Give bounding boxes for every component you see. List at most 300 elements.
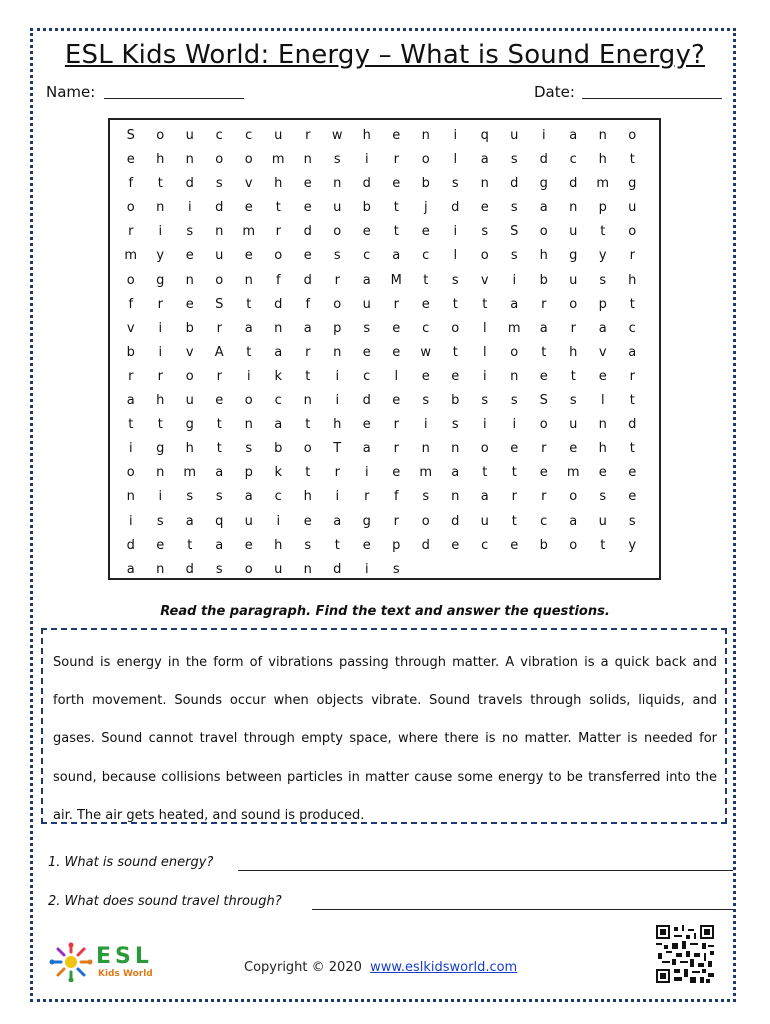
- grid-letter[interactable]: S: [539, 393, 548, 409]
- grid-letter[interactable]: e: [185, 248, 194, 264]
- grid-letter[interactable]: h: [274, 176, 283, 192]
- grid-letter[interactable]: a: [480, 152, 489, 168]
- grid-letter[interactable]: n: [480, 176, 489, 192]
- grid-letter[interactable]: o: [539, 224, 548, 240]
- grid-letter[interactable]: n: [156, 561, 165, 577]
- grid-letter[interactable]: i: [364, 561, 369, 577]
- grid-letter[interactable]: n: [569, 200, 578, 216]
- grid-letter[interactable]: o: [628, 128, 637, 143]
- grid-letter[interactable]: u: [274, 128, 283, 143]
- grid-letter[interactable]: n: [510, 368, 519, 384]
- grid-letter[interactable]: i: [482, 417, 487, 433]
- grid-letter[interactable]: S: [126, 128, 135, 143]
- grid-letter[interactable]: a: [628, 344, 637, 360]
- grid-letter[interactable]: n: [215, 224, 224, 240]
- grid-letter[interactable]: A: [214, 344, 224, 360]
- grid-letter[interactable]: e: [303, 200, 312, 216]
- grid-letter[interactable]: r: [541, 296, 547, 312]
- grid-letter[interactable]: s: [569, 393, 577, 409]
- grid-letter[interactable]: u: [185, 393, 194, 409]
- grid-letter[interactable]: i: [482, 368, 487, 384]
- name-field-line[interactable]: [104, 98, 244, 99]
- grid-letter[interactable]: l: [453, 152, 458, 168]
- grid-letter[interactable]: n: [244, 417, 253, 433]
- grid-letter[interactable]: a: [333, 513, 342, 529]
- grid-letter[interactable]: o: [274, 248, 283, 264]
- grid-letter[interactable]: c: [422, 320, 430, 336]
- grid-letter[interactable]: m: [242, 224, 256, 240]
- grid-letter[interactable]: d: [126, 537, 135, 553]
- grid-letter[interactable]: t: [452, 296, 458, 312]
- grid-letter[interactable]: d: [274, 296, 283, 312]
- grid-letter[interactable]: t: [305, 417, 311, 433]
- grid-letter[interactable]: a: [274, 417, 283, 433]
- grid-letter[interactable]: u: [510, 128, 519, 143]
- grid-letter[interactable]: S: [510, 224, 519, 240]
- grid-letter[interactable]: m: [124, 248, 138, 264]
- grid-letter[interactable]: i: [453, 224, 458, 240]
- grid-letter[interactable]: d: [539, 152, 548, 168]
- grid-letter[interactable]: c: [215, 128, 223, 143]
- grid-letter[interactable]: h: [303, 489, 312, 505]
- grid-letter[interactable]: o: [451, 320, 460, 336]
- grid-letter[interactable]: o: [628, 224, 637, 240]
- grid-letter[interactable]: s: [156, 513, 164, 529]
- grid-letter[interactable]: t: [246, 296, 252, 312]
- grid-letter[interactable]: d: [185, 561, 194, 577]
- grid-letter[interactable]: r: [128, 224, 134, 240]
- grid-letter[interactable]: t: [187, 537, 193, 553]
- grid-letter[interactable]: i: [276, 513, 281, 529]
- grid-letter[interactable]: o: [333, 224, 342, 240]
- grid-letter[interactable]: i: [335, 393, 340, 409]
- grid-letter[interactable]: o: [126, 272, 135, 288]
- grid-letter[interactable]: t: [629, 393, 635, 409]
- grid-letter[interactable]: e: [392, 128, 401, 143]
- grid-letter[interactable]: h: [628, 272, 637, 288]
- grid-letter[interactable]: c: [245, 128, 253, 143]
- grid-letter[interactable]: s: [481, 393, 489, 409]
- grid-letter[interactable]: c: [481, 537, 489, 553]
- grid-letter[interactable]: d: [421, 537, 430, 553]
- grid-letter[interactable]: m: [271, 152, 285, 168]
- grid-letter[interactable]: s: [215, 561, 223, 577]
- grid-letter[interactable]: r: [541, 489, 547, 505]
- grid-letter[interactable]: u: [362, 296, 371, 312]
- grid-letter[interactable]: d: [303, 224, 312, 240]
- grid-letter[interactable]: e: [539, 368, 548, 384]
- grid-letter[interactable]: t: [423, 272, 429, 288]
- grid-letter[interactable]: g: [156, 272, 165, 288]
- grid-letter[interactable]: n: [126, 489, 135, 505]
- grid-letter[interactable]: s: [186, 489, 194, 505]
- grid-letter[interactable]: t: [305, 368, 311, 384]
- grid-letter[interactable]: s: [510, 393, 518, 409]
- grid-letter[interactable]: o: [215, 272, 224, 288]
- grid-letter[interactable]: r: [393, 513, 399, 529]
- grid-letter[interactable]: n: [421, 128, 430, 143]
- grid-letter[interactable]: m: [507, 320, 521, 336]
- grid-letter[interactable]: i: [512, 417, 517, 433]
- grid-letter[interactable]: u: [480, 513, 489, 529]
- website-link[interactable]: www.eslkidsworld.com: [370, 960, 518, 975]
- grid-letter[interactable]: r: [216, 368, 222, 384]
- grid-letter[interactable]: m: [419, 465, 433, 481]
- grid-letter[interactable]: l: [482, 344, 487, 360]
- grid-letter[interactable]: s: [510, 248, 518, 264]
- grid-letter[interactable]: e: [392, 393, 401, 409]
- grid-letter[interactable]: e: [362, 344, 371, 360]
- grid-letter[interactable]: u: [569, 272, 578, 288]
- answer-line-2[interactable]: [312, 909, 733, 910]
- grid-letter[interactable]: a: [539, 200, 548, 216]
- grid-letter[interactable]: t: [246, 344, 252, 360]
- grid-letter[interactable]: o: [569, 489, 578, 505]
- grid-letter[interactable]: g: [539, 176, 548, 192]
- grid-letter[interactable]: c: [274, 489, 282, 505]
- grid-letter[interactable]: n: [421, 441, 430, 457]
- grid-letter[interactable]: u: [274, 561, 283, 577]
- grid-letter[interactable]: n: [185, 152, 194, 168]
- grid-letter[interactable]: o: [215, 152, 224, 168]
- grid-letter[interactable]: h: [274, 537, 283, 553]
- grid-letter[interactable]: e: [451, 537, 460, 553]
- grid-letter[interactable]: m: [596, 176, 610, 192]
- grid-letter[interactable]: c: [363, 248, 371, 264]
- grid-letter[interactable]: e: [392, 465, 401, 481]
- grid-letter[interactable]: s: [628, 513, 636, 529]
- grid-letter[interactable]: a: [480, 489, 489, 505]
- grid-letter[interactable]: p: [392, 537, 401, 553]
- grid-letter[interactable]: d: [362, 393, 371, 409]
- grid-letter[interactable]: n: [598, 128, 607, 143]
- grid-letter[interactable]: i: [158, 320, 163, 336]
- grid-letter[interactable]: y: [156, 248, 165, 264]
- grid-letter[interactable]: i: [187, 200, 192, 216]
- grid-letter[interactable]: q: [480, 128, 489, 143]
- grid-letter[interactable]: s: [599, 489, 607, 505]
- grid-letter[interactable]: w: [331, 128, 343, 143]
- grid-letter[interactable]: t: [275, 200, 281, 216]
- grid-letter[interactable]: s: [363, 320, 371, 336]
- grid-letter[interactable]: d: [451, 513, 460, 529]
- grid-letter[interactable]: o: [303, 441, 312, 457]
- grid-letter[interactable]: a: [451, 465, 460, 481]
- grid-letter[interactable]: r: [157, 368, 163, 384]
- grid-letter[interactable]: i: [158, 224, 163, 240]
- grid-letter[interactable]: [470, 558, 500, 582]
- grid-letter[interactable]: r: [570, 320, 576, 336]
- grid-letter[interactable]: t: [305, 465, 311, 481]
- grid-letter[interactable]: k: [274, 465, 283, 481]
- grid-letter[interactable]: e: [392, 344, 401, 360]
- grid-letter[interactable]: S: [215, 296, 224, 312]
- grid-letter[interactable]: t: [629, 296, 635, 312]
- grid-letter[interactable]: a: [126, 561, 135, 577]
- grid-letter[interactable]: u: [569, 417, 578, 433]
- grid-letter[interactable]: j: [423, 200, 428, 216]
- grid-letter[interactable]: e: [421, 296, 430, 312]
- grid-letter[interactable]: e: [303, 513, 312, 529]
- grid-letter[interactable]: b: [185, 320, 194, 336]
- grid-letter[interactable]: d: [333, 561, 342, 577]
- grid-letter[interactable]: i: [335, 368, 340, 384]
- grid-letter[interactable]: b: [126, 344, 135, 360]
- grid-letter[interactable]: e: [392, 176, 401, 192]
- grid-letter[interactable]: e: [244, 537, 253, 553]
- grid-letter[interactable]: n: [451, 441, 460, 457]
- grid-letter[interactable]: h: [569, 344, 578, 360]
- grid-letter[interactable]: b: [274, 441, 283, 457]
- grid-letter[interactable]: d: [185, 176, 194, 192]
- grid-letter[interactable]: u: [244, 513, 253, 529]
- grid-letter[interactable]: m: [183, 465, 197, 481]
- grid-letter[interactable]: i: [335, 489, 340, 505]
- grid-letter[interactable]: a: [274, 344, 283, 360]
- grid-letter[interactable]: e: [244, 200, 253, 216]
- grid-letter[interactable]: o: [569, 296, 578, 312]
- grid-letter[interactable]: i: [128, 513, 133, 529]
- grid-letter[interactable]: a: [392, 248, 401, 264]
- grid-letter[interactable]: e: [421, 368, 430, 384]
- grid-letter[interactable]: e: [156, 537, 165, 553]
- grid-letter[interactable]: h: [185, 441, 194, 457]
- grid-letter[interactable]: r: [305, 128, 311, 143]
- grid-letter[interactable]: f: [275, 272, 281, 288]
- grid-letter[interactable]: l: [600, 393, 605, 409]
- grid-letter[interactable]: v: [598, 344, 607, 360]
- grid-letter[interactable]: a: [362, 272, 371, 288]
- grid-letter[interactable]: [441, 558, 471, 582]
- grid-letter[interactable]: t: [334, 537, 340, 553]
- grid-letter[interactable]: i: [512, 272, 517, 288]
- grid-letter[interactable]: c: [628, 320, 636, 336]
- grid-letter[interactable]: [500, 558, 530, 582]
- grid-letter[interactable]: e: [362, 537, 371, 553]
- grid-letter[interactable]: r: [157, 296, 163, 312]
- grid-letter[interactable]: d: [303, 272, 312, 288]
- grid-letter[interactable]: e: [421, 224, 430, 240]
- grid-letter[interactable]: p: [244, 465, 253, 481]
- grid-letter[interactable]: e: [362, 224, 371, 240]
- grid-letter[interactable]: r: [305, 344, 311, 360]
- grid-letter[interactable]: c: [569, 152, 577, 168]
- grid-letter[interactable]: r: [334, 465, 340, 481]
- grid-letter[interactable]: i: [423, 417, 428, 433]
- grid-letter[interactable]: r: [128, 368, 134, 384]
- grid-letter[interactable]: s: [451, 272, 459, 288]
- grid-letter[interactable]: h: [539, 248, 548, 264]
- grid-letter[interactable]: M: [390, 272, 402, 288]
- grid-letter[interactable]: [588, 558, 618, 582]
- grid-letter[interactable]: k: [274, 368, 283, 384]
- grid-letter[interactable]: g: [362, 513, 371, 529]
- grid-letter[interactable]: t: [157, 176, 163, 192]
- grid-letter[interactable]: o: [421, 513, 430, 529]
- grid-letter[interactable]: [411, 558, 441, 582]
- grid-letter[interactable]: [529, 558, 559, 582]
- grid-letter[interactable]: a: [126, 393, 135, 409]
- grid-letter[interactable]: r: [393, 441, 399, 457]
- grid-letter[interactable]: s: [333, 152, 341, 168]
- grid-letter[interactable]: s: [392, 561, 400, 577]
- grid-letter[interactable]: i: [364, 465, 369, 481]
- grid-letter[interactable]: v: [244, 176, 253, 192]
- grid-letter[interactable]: e: [598, 368, 607, 384]
- grid-letter[interactable]: n: [303, 393, 312, 409]
- grid-letter[interactable]: h: [156, 393, 165, 409]
- grid-letter[interactable]: t: [629, 152, 635, 168]
- grid-letter[interactable]: t: [393, 224, 399, 240]
- grid-letter[interactable]: e: [480, 200, 489, 216]
- grid-letter[interactable]: h: [156, 152, 165, 168]
- grid-letter[interactable]: r: [216, 320, 222, 336]
- grid-letter[interactable]: a: [244, 320, 253, 336]
- grid-letter[interactable]: o: [539, 417, 548, 433]
- grid-letter[interactable]: s: [304, 537, 312, 553]
- grid-letter[interactable]: t: [452, 344, 458, 360]
- grid-letter[interactable]: n: [451, 489, 460, 505]
- grid-letter[interactable]: n: [303, 152, 312, 168]
- grid-letter[interactable]: e: [244, 248, 253, 264]
- grid-letter[interactable]: b: [421, 176, 430, 192]
- grid-letter[interactable]: o: [185, 368, 194, 384]
- grid-letter[interactable]: e: [215, 393, 224, 409]
- grid-letter[interactable]: e: [628, 489, 637, 505]
- answer-line-1[interactable]: [238, 870, 733, 871]
- grid-letter[interactable]: o: [510, 344, 519, 360]
- grid-letter[interactable]: c: [363, 368, 371, 384]
- grid-letter[interactable]: h: [598, 441, 607, 457]
- grid-letter[interactable]: e: [303, 176, 312, 192]
- grid-letter[interactable]: n: [156, 465, 165, 481]
- grid-letter[interactable]: e: [569, 441, 578, 457]
- grid-letter[interactable]: u: [185, 128, 194, 143]
- grid-letter[interactable]: t: [629, 441, 635, 457]
- grid-letter[interactable]: o: [244, 561, 253, 577]
- grid-letter[interactable]: e: [362, 417, 371, 433]
- grid-letter[interactable]: e: [303, 248, 312, 264]
- grid-letter[interactable]: s: [215, 176, 223, 192]
- grid-letter[interactable]: f: [393, 489, 399, 505]
- grid-letter[interactable]: s: [186, 224, 194, 240]
- grid-letter[interactable]: r: [511, 489, 517, 505]
- grid-letter[interactable]: o: [333, 296, 342, 312]
- grid-letter[interactable]: l: [482, 320, 487, 336]
- grid-letter[interactable]: i: [158, 344, 163, 360]
- grid-letter[interactable]: t: [482, 296, 488, 312]
- grid-letter[interactable]: s: [215, 489, 223, 505]
- grid-letter[interactable]: t: [216, 417, 222, 433]
- grid-letter[interactable]: o: [244, 152, 253, 168]
- grid-letter[interactable]: u: [569, 224, 578, 240]
- grid-letter[interactable]: r: [275, 224, 281, 240]
- grid-letter[interactable]: d: [215, 200, 224, 216]
- grid-letter[interactable]: a: [510, 296, 519, 312]
- grid-letter[interactable]: o: [244, 393, 253, 409]
- grid-letter[interactable]: u: [628, 200, 637, 216]
- grid-letter[interactable]: g: [569, 248, 578, 264]
- grid-letter[interactable]: p: [598, 296, 607, 312]
- grid-letter[interactable]: f: [305, 296, 311, 312]
- grid-letter[interactable]: t: [482, 465, 488, 481]
- grid-letter[interactable]: l: [394, 368, 399, 384]
- grid-letter[interactable]: a: [598, 320, 607, 336]
- date-field-line[interactable]: [582, 98, 722, 99]
- grid-letter[interactable]: c: [540, 513, 548, 529]
- grid-letter[interactable]: s: [451, 417, 459, 433]
- grid-letter[interactable]: q: [215, 513, 224, 529]
- grid-letter[interactable]: c: [422, 248, 430, 264]
- grid-letter[interactable]: a: [244, 489, 253, 505]
- grid-letter[interactable]: a: [215, 537, 224, 553]
- grid-letter[interactable]: o: [569, 537, 578, 553]
- grid-letter[interactable]: [618, 558, 648, 582]
- grid-letter[interactable]: n: [156, 200, 165, 216]
- grid-letter[interactable]: s: [422, 393, 430, 409]
- grid-letter[interactable]: a: [362, 441, 371, 457]
- grid-letter[interactable]: i: [364, 152, 369, 168]
- grid-letter[interactable]: h: [598, 152, 607, 168]
- grid-letter[interactable]: a: [539, 320, 548, 336]
- grid-letter[interactable]: p: [333, 320, 342, 336]
- grid-letter[interactable]: d: [510, 176, 519, 192]
- grid-letter[interactable]: g: [185, 417, 194, 433]
- grid-letter[interactable]: s: [333, 248, 341, 264]
- grid-letter[interactable]: a: [215, 465, 224, 481]
- grid-letter[interactable]: s: [422, 489, 430, 505]
- grid-letter[interactable]: s: [510, 200, 518, 216]
- grid-letter[interactable]: t: [216, 441, 222, 457]
- grid-letter[interactable]: t: [511, 465, 517, 481]
- grid-letter[interactable]: o: [480, 441, 489, 457]
- grid-letter[interactable]: l: [453, 248, 458, 264]
- grid-letter[interactable]: r: [334, 272, 340, 288]
- grid-letter[interactable]: n: [333, 344, 342, 360]
- grid-letter[interactable]: n: [303, 561, 312, 577]
- grid-letter[interactable]: g: [156, 441, 165, 457]
- grid-letter[interactable]: v: [185, 344, 194, 360]
- grid-letter[interactable]: e: [598, 465, 607, 481]
- grid-letter[interactable]: s: [245, 441, 253, 457]
- grid-letter[interactable]: [559, 558, 589, 582]
- grid-letter[interactable]: m: [566, 465, 580, 481]
- grid-letter[interactable]: i: [541, 128, 546, 143]
- grid-letter[interactable]: p: [598, 200, 607, 216]
- grid-letter[interactable]: r: [629, 248, 635, 264]
- grid-letter[interactable]: s: [510, 152, 518, 168]
- grid-letter[interactable]: v: [126, 320, 135, 336]
- grid-letter[interactable]: i: [158, 489, 163, 505]
- grid-letter[interactable]: t: [393, 200, 399, 216]
- grid-letter[interactable]: b: [451, 393, 460, 409]
- grid-letter[interactable]: t: [600, 224, 606, 240]
- grid-letter[interactable]: c: [274, 393, 282, 409]
- grid-letter[interactable]: u: [598, 513, 607, 529]
- grid-letter[interactable]: t: [600, 537, 606, 553]
- grid-letter[interactable]: s: [481, 224, 489, 240]
- grid-letter[interactable]: g: [628, 176, 637, 192]
- grid-letter[interactable]: d: [362, 176, 371, 192]
- grid-letter[interactable]: r: [629, 368, 635, 384]
- grid-letter[interactable]: o: [156, 128, 165, 143]
- grid-letter[interactable]: r: [364, 489, 370, 505]
- grid-letter[interactable]: d: [628, 417, 637, 433]
- grid-letter[interactable]: a: [185, 513, 194, 529]
- grid-letter[interactable]: u: [333, 200, 342, 216]
- grid-letter[interactable]: e: [392, 320, 401, 336]
- grid-letter[interactable]: t: [157, 417, 163, 433]
